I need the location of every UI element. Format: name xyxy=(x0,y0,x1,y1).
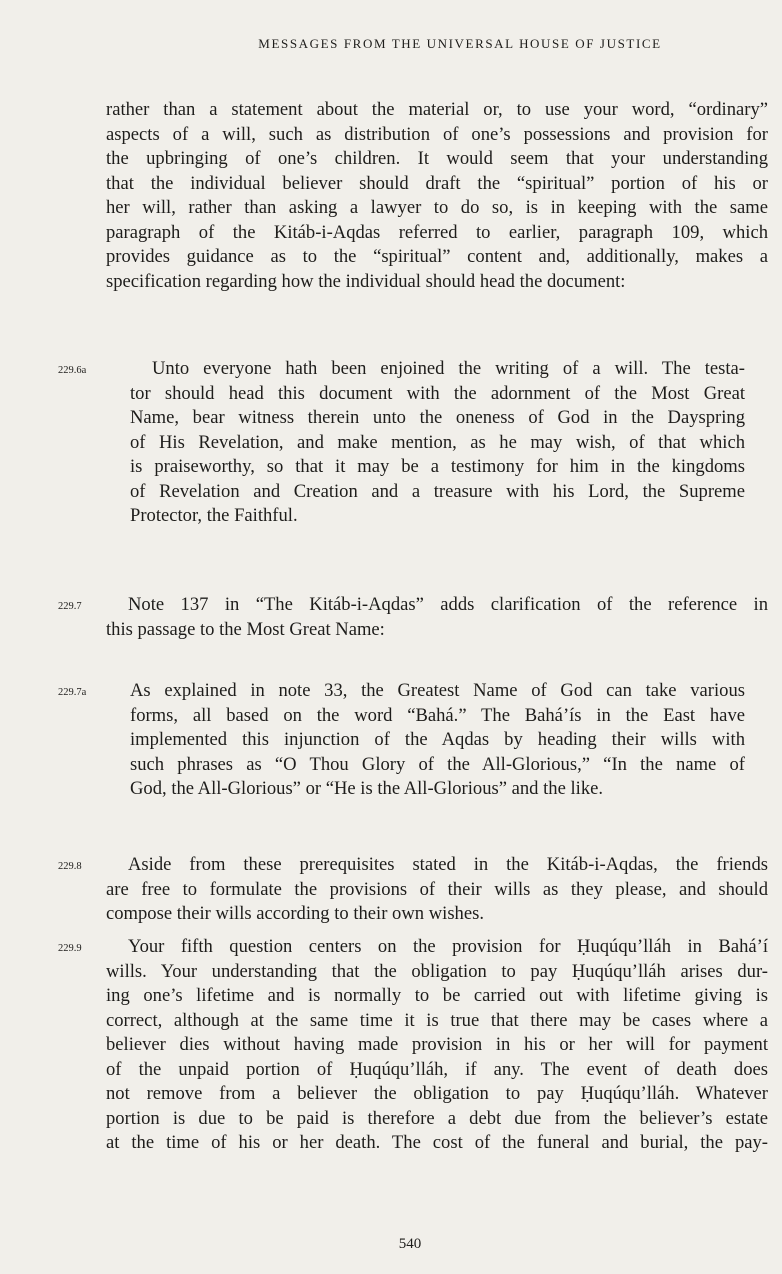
paragraph xyxy=(130,679,745,802)
text-line: Name, bear witness therein unto the oneness of God in the Dayspring xyxy=(130,407,745,428)
text-line: this passage to the Most Great Name: xyxy=(106,618,385,640)
paragraph-number: 229.8 xyxy=(58,861,82,872)
paragraph xyxy=(106,593,768,642)
text-line: of His Revelation, and make mention, as he may wish, of that which xyxy=(130,431,745,453)
text-line: the upbringing of one’s children. It would seem that your understanding xyxy=(106,148,768,169)
text-line: Unto everyone hath been enjoined the writing of a will. The testa- xyxy=(152,358,745,379)
paragraph xyxy=(130,357,745,529)
running-header: MESSAGES FROM THE UNIVERSAL HOUSE OF JUSTICE xyxy=(258,36,662,51)
text-line: of the unpaid portion of Ḥuqúqu’lláh, if any. The event of death does xyxy=(106,1058,768,1080)
text-line: are free to formulate the provisions of their wills as they please, and should xyxy=(106,878,768,900)
text-line: Protector, the Faithful. xyxy=(130,505,298,526)
text-line: aspects of a will, such as distribution of one’s possessions and provision for xyxy=(106,123,768,145)
paragraph-number: 229.6a xyxy=(58,365,87,376)
text-line: such phrases as “O Thou Glory of the All-Glorious,” “In the name of xyxy=(130,753,745,775)
text-line: forms, all based on the word “Bahá.” The Bahá’ís in the East have xyxy=(130,704,745,726)
paragraph xyxy=(106,98,768,294)
text-line: ing one’s lifetime and is normally to be carried out with lifetime giving is xyxy=(106,985,768,1006)
text-line: correct, although at the same time it is true that there may be cases where a xyxy=(106,1009,768,1031)
paragraph-number: 229.7a xyxy=(58,687,87,698)
text-line: Aside from these prerequisites stated in the Kitáb-i-Aqdas, the friends xyxy=(128,854,768,875)
text-line: God, the All-Glorious” or “He is the All-Glorious” and the like. xyxy=(130,778,604,799)
paragraph xyxy=(106,853,768,927)
text-line: implemented this injunction of the Aqdas by heading their wills with xyxy=(130,729,745,750)
text-line: rather than a statement about the material or, to use your word, “ordinary” xyxy=(106,99,768,120)
text-line: not remove from a believer the obligation to pay Ḥuqúqu’lláh. Whatever xyxy=(106,1083,768,1104)
text-line: wills. Your understanding that the obligation to pay Ḥuqúqu’lláh arises dur- xyxy=(106,960,768,982)
text-line: As explained in note 33, the Greatest Name of God can take various xyxy=(130,680,745,701)
page-number: 540 xyxy=(398,1236,422,1252)
text-line: compose their wills according to their own wishes. xyxy=(106,903,484,924)
text-line: paragraph of the Kitáb-i-Aqdas referred to earlier, paragraph 109, which xyxy=(106,221,768,243)
text-line: specification regarding how the individual should head the document: xyxy=(106,270,626,292)
paragraph-number: 229.7 xyxy=(58,601,82,612)
text-line: is praiseworthy, so that it may be a testimony for him in the kingdoms xyxy=(130,456,745,477)
text-line: believer dies without having made provision in his or her will for payment xyxy=(106,1034,768,1055)
paragraph xyxy=(106,935,768,1156)
paragraph-number: 229.9 xyxy=(58,943,82,954)
text-line: Note 137 in “The Kitáb-i-Aqdas” adds clarification of the reference in xyxy=(128,594,768,615)
text-line: portion is due to be paid is therefore a debt due from the believer’s estate xyxy=(106,1107,768,1129)
text-line: at the time of his or her death. The cost of the funeral and burial, the pay- xyxy=(106,1132,768,1153)
text-line: Your fifth question centers on the provision for Ḥuqúqu’lláh in Bahá’í xyxy=(128,936,768,957)
text-line: of Revelation and Creation and a treasure with his Lord, the Supreme xyxy=(130,480,745,502)
text-line: provides guidance as to the “spiritual” content and, additionally, makes a xyxy=(106,246,768,267)
text-line: tor should head this document with the adornment of the Most Great xyxy=(130,382,745,404)
text-line: her will, rather than asking a lawyer to do so, is in keeping with the same xyxy=(106,197,768,218)
text-line: that the individual believer should draft the “spiritual” portion of his or xyxy=(106,172,768,194)
